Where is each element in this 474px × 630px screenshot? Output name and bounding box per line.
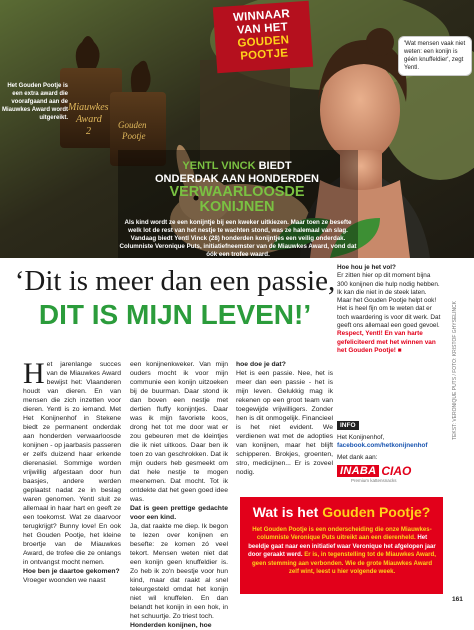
info-label: INFO [337,421,359,430]
svg-text:GoudenPootje: Gouden Pootje [118,120,147,141]
logo-ciao: CIAO [381,464,412,478]
column-2-subhead: Dat is geen prettige gedachte voor een kind. [130,505,228,521]
headline-line-3: VERWAARLOOSDE [169,184,305,200]
red-box-body [248,526,436,576]
info-text: Het Konijnenhof, [337,434,385,441]
red-box-body-c: Er is, in tegenstelling tot de Miauwkes Award, geen stemming aan verbonden. Wie de grote Miauwkes Award zelf wint, leest u hier volgende week. [251,551,436,576]
red-box-title-a: Wat is het [252,504,323,520]
right-column-body: Er zitten hier op dit moment bijna 300 konijnen die hulp nodig hebben. Ik kan die niet in de steek laten. Maar het Gouden Pootje helpt ook! Het is heel fijn om te weten dat er toch waardering is voor dit werk. Dat geeft ons allemaal een goed gevoel. [337,272,441,330]
right-column-question: Hoe hou je het vol? [337,264,396,271]
winner-badge [213,1,313,74]
article-column-2 [130,360,228,630]
red-box-title-b: Gouden Pootje? [322,504,431,520]
badge-line-1: WINNAAR [232,8,291,25]
column-2-text: een konijnenkweker. Van mijn ouders mocht ik voor mijn communie een konijn uitzoeken bij de buurman. Daar stond ik dan boven een nestje met dertien fluffy konijntjes. Daar was ik mijn favoriete koos, drong het tot me door wat er zou gebeuren met de kleintjes die ik niet uitkoos. Daar ben ik toen zo van geschrokken. Dat ik mijn ouders heb gesmeekt om dat hele nestje te mogen meenemen. Dat mocht. Tot ik ontdekte dat het geen goed idee was. [130,361,228,503]
headline [140,160,334,215]
svg-text:MiauwkesAward2: Miauwkes Award 2 [68,102,109,137]
sponsor-logo [337,464,441,478]
column-2-text-b: Ja, dat raakte me diep. Ik begon te lezen over konijnen en besefte: ze komen zó veel tekort. Mensen weten niet dat een konijn geen knuffeldier is. Zo heb ik zo'n beestje voor hun kind, maar dat raakt al snel teleurgesteld omdat het konijn niet wil knuffelen. En dan belandt het konijn in een hok, in het schuurtje. Zo triest toch. [130,523,228,620]
quote-line-2: DIT IS MIJN LEVEN!’ [38,299,312,330]
column-1-end: Vroeger woonden we naast [23,577,106,584]
intro-paragraph: Als kind wordt ze een konijntje bij een kweker uitkiezen. Maar toen ze besefte welk lot de rest van het nestje te wachten stond, was ze halemaal van slag. Vandaag biedt Yentl Vinck (28) honderden konijntjes een veilig onderdak. Columniste Veronique Puts, initiatiefneemster van de Miauwkes Award, vond dat óók een trofee waard. [119,219,357,258]
page-number: 161 [452,596,463,603]
speech-bubble: 'Wat mensen vaak niet weten: een konijn is géén knuffeldier', zegt Yentl. [398,36,472,76]
info-box [337,414,441,483]
red-box-body-a: Het Gouden Pootje is een onderscheiding die onze Miauwkes-columniste Veronique Puts uitreikt aan een dierenheld. [252,526,432,542]
article-column-3 [236,360,333,477]
drop-cap: H [23,357,45,390]
column-1-text: et jarenlange succes van de Miauwkes Award bewijst het: Vlaanderen houdt van dieren. En van mensen die zich inzetten voor dieren. Yentl is zo iemand. Met Het Konijnenhof in Stekene biedt ze permanent onderdak aan honderden verwaarloosde konijnen - op jaarbasis passeren er zelfs duizend haar erkende dierenasiel. Sommige worden vrijwillig afgestaan door hun baasjes, andere werden geplaatst nadat ze in beslag waren genomen. Yentl sluit ze allemaal in haar hart en geeft ze een toekomst. Wat ze daarvoor terugkrijgt? Bunny love! En ook het Gouden Pootje, het kleine broertje van de Miauwkes Award, de trofee die ze onlangs in ontvangst mocht nemen. [23,361,121,566]
headline-line-4: KONIJNEN [199,199,275,215]
article-column-1 [23,357,121,585]
red-box-title [240,504,443,520]
headline-line-2: ONDERDAK AAN HONDERDEN [155,172,319,185]
headline-line-1-rest: BIEDT [255,160,292,172]
headline-line-1 [140,160,334,173]
logo-inaba: INABA [337,465,379,477]
badge-line-2: VAN HET [236,21,289,37]
right-column-highlight: Respect, Yentl! En van harte gefeliciteerd met het winnen van het Gouden Pootje! ■ [337,330,436,354]
photo-credit: TEKST: VERONIQUE PUTS / FOTO: KRISTOF GHYSELINCK [452,300,458,440]
column-3-subhead: hoe doe je dat? [236,361,286,368]
photo-caption: Het Gouden Pootje is een extra award die voorafgaand aan de Miauwkes Award wordt uitgereikt. [2,83,69,121]
badge-line-4: POOTJE [239,47,289,63]
column-1-subhead: Hoe ben je daartoe gekomen? [23,568,120,575]
facebook-link[interactable]: facebook.com/hetkonijnenhof [337,442,428,449]
column-3-text: Het is een passie. Nee, het is meer dan een passie - het is mijn leven. Gelukkig mag ik rekenen op een groot team van toegewijde vrijwilligers. Zonder hen is dit onmogelijk. Financieel is het niet evident. We verdienen wat met de adopties van konijnen, maar het blijft schipperen. Brokjes, groenten, stro, medicijnen... Er is zoveel nodig. [236,370,333,476]
right-column [337,264,441,355]
thanks-label: Met dank aan: [337,454,378,461]
logo-subtitle: Premium kattensnacks [351,478,397,483]
quote-line-1: ‘Dit is meer dan een passie, [14,265,336,297]
column-2-subhead-2: Honderden konijnen, hoe [130,622,212,629]
red-box-body-b: Het beeldje gaat naar een initiatief waar Veronique het afgelopen jaar door geraakt werd. [248,534,436,559]
badge-line-3: GOUDEN [237,34,290,50]
headline-name: YENTL VINCK [182,160,256,172]
